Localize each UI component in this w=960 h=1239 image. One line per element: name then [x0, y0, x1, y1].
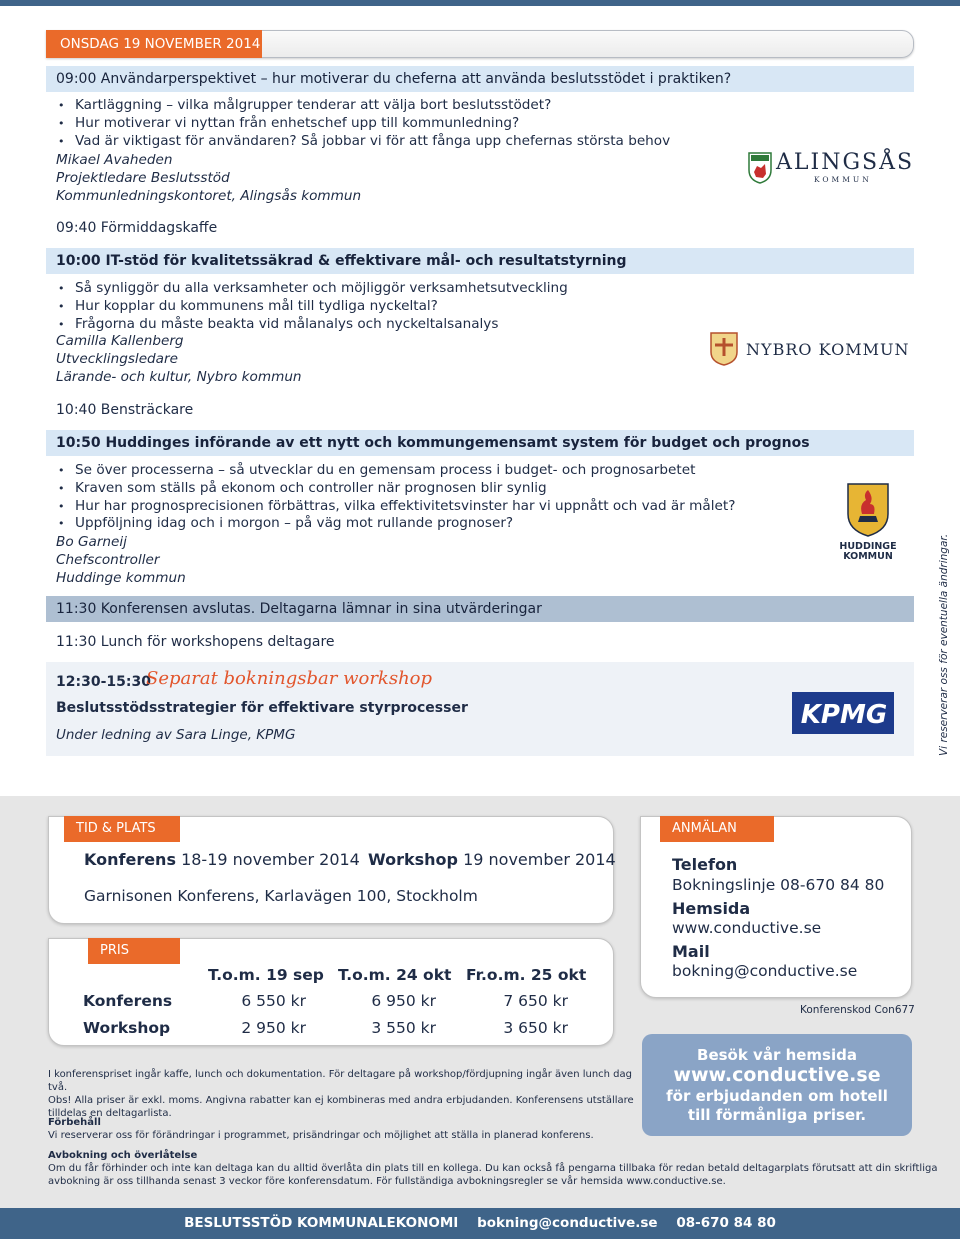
- speaker-name: Bo Garneij: [56, 534, 127, 550]
- conference-code: Konferenskod Con677: [800, 1004, 915, 1016]
- session-1-speaker: [56, 151, 361, 205]
- date-header: ONSDAG 19 NOVEMBER 2014: [46, 30, 262, 58]
- list-item: • Kraven som ställs på ekonom och controller när prognosen blir synlig: [58, 480, 735, 498]
- conference-date: Konferens 18-19 november 2014: [84, 850, 360, 869]
- list-item: • Hur motiverar vi nyttan från enhetschef upp till kommunledning?: [58, 115, 670, 133]
- promo-box[interactable]: [642, 1034, 912, 1136]
- break-stretch: 10:40 Bensträckare: [56, 402, 194, 418]
- list-item: • Frågorna du måste beakta vid målanalys och nyckeltalsanalys: [58, 316, 568, 334]
- promo-line-3: till förmånliga priser.: [687, 1106, 867, 1124]
- session-2-bullets: [58, 280, 568, 333]
- break-coffee: 09:40 Förmiddagskaffe: [56, 220, 218, 236]
- nybro-crest-icon: [710, 332, 738, 366]
- price-col-3: Fr.o.m. 25 okt: [466, 966, 587, 984]
- list-item: • Se över processerna – så utvecklar du en gemensam process i budget- och prognosarbetet: [58, 462, 735, 480]
- huddinge-logo: [838, 482, 898, 564]
- session-3-bullets: [58, 462, 735, 533]
- cancellation-section: Avbokning och överlåtelse Om du får förhinder och inte kan deltaga kan du alltid överlåta din plats till en kollega. Du kan också få pengarna tillbaka för redan betald deltagarplats förutsatt att din skriftliga avbokning är oss tillhanda senast 3 veckor före konferensdatum. För fullständiga avbokningsregler se vår hemsida www.conductive.se.: [48, 1150, 938, 1187]
- alingsas-crest-icon: [748, 152, 772, 184]
- pris-tab: PRIS: [88, 938, 180, 964]
- venue: Garnisonen Konferens, Karlavägen 100, Stockholm: [84, 887, 478, 905]
- speaker-org: Kommunledningskontoret, Alingsås kommun: [56, 188, 362, 204]
- nybro-logo-title: NYBRO KOMMUN: [746, 340, 910, 359]
- email-link[interactable]: bokning@conductive.se: [672, 962, 858, 980]
- speaker-org: Lärande- och kultur, Nybro kommun: [56, 369, 302, 385]
- speaker-name: Camilla Kallenberg: [56, 333, 184, 349]
- alingsas-logo-title: ALINGSÅS: [776, 150, 915, 175]
- speaker-role: Projektledare Beslutsstöd: [56, 170, 230, 186]
- list-item: • Uppföljning idag och i morgon – på väg mot rullande prognoser?: [58, 515, 735, 533]
- price-cell: 7 650 kr: [503, 992, 568, 1010]
- reservation-section: Förbehåll Vi reserverar oss för förändringar i programmet, prisändringar och möjlighet att ställa in planerad konferens.: [48, 1117, 594, 1141]
- price-cell: 6 550 kr: [241, 992, 306, 1010]
- phone-heading: Telefon: [672, 855, 738, 874]
- session-1-title: 09:00 Användarperspektivet – hur motiverar du cheferna att använda beslutsstödet i praktiken?: [46, 66, 914, 92]
- end-bar: 11:30 Konferensen avslutas. Deltagarna lämnar in sina utvärderingar: [46, 596, 914, 622]
- alingsas-logo: [748, 150, 915, 186]
- workshop-label: Separat bokningsbar workshop: [146, 668, 433, 689]
- list-item: • Hur kopplar du kommunens mål till tydliga nyckeltal?: [58, 298, 568, 316]
- workshop-date: Workshop 19 november 2014: [368, 850, 616, 869]
- workshop-panel: [46, 662, 914, 756]
- list-item: • Hur har prognosprecisionen förbättras, vilka effektivitetsvinster har vi uppnått och vad är målet?: [58, 498, 735, 516]
- workshop-title: Beslutsstödsstrategier för effektivare styrprocesser: [56, 700, 468, 716]
- price-cell: 6 950 kr: [371, 992, 436, 1010]
- workshop-leader: Under ledning av Sara Linge, KPMG: [56, 727, 296, 743]
- tid-plats-tab: TID & PLATS: [64, 816, 180, 842]
- mail-heading: Mail: [672, 942, 710, 961]
- web-heading: Hemsida: [672, 899, 751, 918]
- session-3-title: 10:50 Huddinges införande av ett nytt och kommungemensamt system för budget och prognos: [46, 430, 914, 456]
- huddinge-crest-icon: [846, 482, 890, 538]
- price-col-2: T.o.m. 24 okt: [338, 966, 452, 984]
- huddinge-logo-text: HUDDINGE KOMMUN: [839, 541, 897, 562]
- alingsas-logo-sub: KOMMUN: [814, 175, 872, 184]
- footer-bar: [0, 1208, 960, 1239]
- session-2-speaker: [56, 332, 302, 386]
- top-bar: [0, 0, 960, 6]
- promo-line-2: för erbjudanden om hotell: [666, 1087, 888, 1105]
- session-1-bullets: [58, 97, 670, 150]
- phone-number[interactable]: Bokningslinje 08-670 84 80: [672, 876, 885, 894]
- lunch-line: 11:30 Lunch för workshopens deltagare: [56, 634, 335, 650]
- kpmg-logo-text: KPMG: [800, 700, 888, 730]
- website-link[interactable]: www.conductive.se: [672, 919, 822, 937]
- price-col-1: T.o.m. 19 sep: [208, 966, 324, 984]
- price-row-label: Konferens: [83, 992, 173, 1010]
- footer-text: BESLUTSSTÖD KOMMUNALEKONOMI bokning@conductive.se 08-670 84 80: [184, 1215, 776, 1231]
- terms-text: I konferenspriset ingår kaffe, lunch och dokumentation. För deltagare på workshop/fördjupning ingår även lunch dag två. Obs! Alla priser är exkl. moms. Angivna rabatter kan ej kombineras med andra erbjudanden. Konferensens utställare tilldelas en deltagarlista.: [48, 1069, 634, 1119]
- promo-line-1: Besök vår hemsida: [697, 1046, 857, 1064]
- nybro-logo: [710, 332, 910, 368]
- reservation-note: Vi reserverar oss för eventuella ändringar.: [938, 533, 950, 756]
- list-item: • Så synliggör du alla verksamheter och möjliggör verksamhetsutveckling: [58, 280, 568, 298]
- kpmg-logo: [792, 692, 894, 734]
- list-item: • Vad är viktigast för användaren? Så jobbar vi för att fånga upp chefernas största behov: [58, 133, 670, 151]
- price-cell: 3 550 kr: [371, 1019, 436, 1037]
- workshop-time: 12:30-15:30: [56, 674, 151, 690]
- price-cell: 2 950 kr: [241, 1019, 306, 1037]
- speaker-role: Utvecklingsledare: [56, 351, 178, 367]
- anmalan-tab: ANMÄLAN: [660, 816, 774, 842]
- list-item: • Kartläggning – vilka målgrupper tenderar att välja bort beslutsstödet?: [58, 97, 670, 115]
- speaker-name: Mikael Avaheden: [56, 152, 173, 168]
- speaker-role: Chefscontroller: [56, 552, 160, 568]
- session-3-speaker: [56, 533, 186, 587]
- promo-url[interactable]: www.conductive.se: [673, 1064, 881, 1086]
- session-2-title: 10:00 IT-stöd för kvalitetssäkrad & effektivare mål- och resultatstyrning: [46, 248, 914, 274]
- price-row-label: Workshop: [83, 1019, 171, 1037]
- price-cell: 3 650 kr: [503, 1019, 568, 1037]
- speaker-org: Huddinge kommun: [56, 570, 186, 586]
